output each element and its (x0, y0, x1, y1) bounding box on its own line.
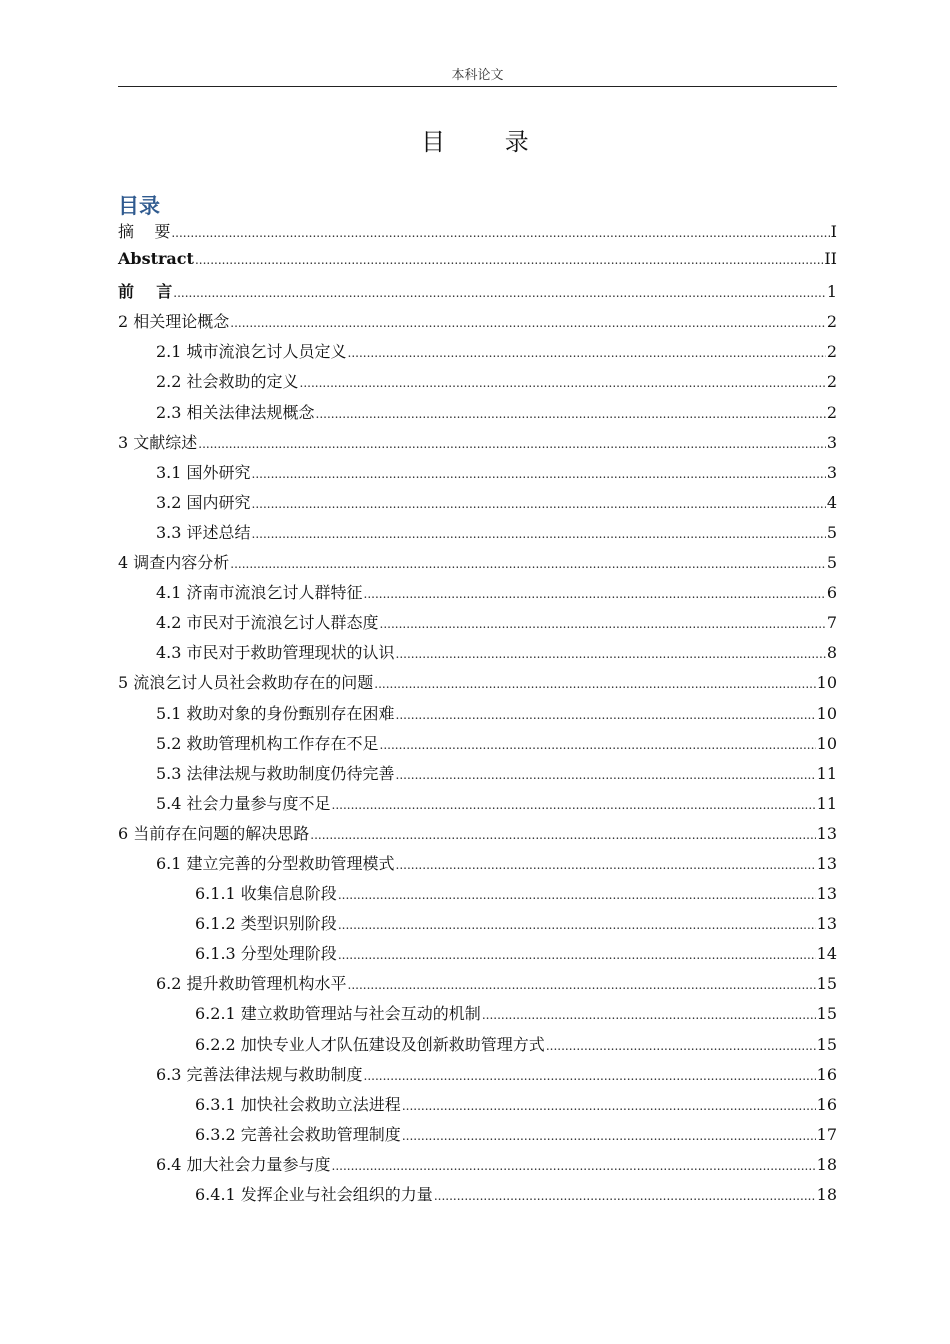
toc-entry-label: 6.3.2 完善社会救助管理制度 (195, 1124, 401, 1144)
toc-entry-page: 5 (826, 553, 837, 573)
toc-entry-page: 7 (826, 613, 837, 633)
toc-entry[interactable] (118, 941, 837, 971)
toc-entry[interactable] (118, 761, 837, 791)
toc-entry-label: 2.3 相关法律法规概念 (156, 402, 315, 422)
toc-entry-page: 2 (826, 402, 837, 422)
toc-entry-page: 3 (826, 462, 837, 482)
toc-dot-leader (380, 738, 816, 752)
toc-entry-page: 16 (816, 1094, 837, 1114)
toc-entry-page: 1 (826, 282, 837, 302)
toc-entry-label: 3.3 评述总结 (156, 522, 251, 542)
toc-dot-leader (173, 286, 826, 300)
toc-entry-label: 前 言 (118, 282, 173, 302)
toc-entry[interactable] (118, 881, 837, 911)
toc-dot-leader (338, 948, 816, 962)
toc-entry[interactable] (118, 460, 837, 490)
toc-dot-leader (230, 316, 826, 330)
toc-dot-leader (364, 1069, 816, 1083)
toc-entry-label: 2.1 城市流浪乞讨人员定义 (156, 342, 347, 362)
toc-entry[interactable] (118, 369, 837, 399)
toc-entry-label: 6.3 完善法律法规与救助制度 (156, 1064, 363, 1084)
toc-entry[interactable] (118, 640, 837, 670)
toc-entry-page: 13 (816, 823, 837, 843)
toc-entry[interactable] (118, 971, 837, 1001)
toc-dot-leader (338, 918, 816, 932)
toc-entry[interactable] (118, 821, 837, 851)
toc-entry-page: 18 (816, 1185, 837, 1204)
toc-entry-label: 4.2 市民对于流浪乞讨人群态度 (156, 613, 379, 633)
toc-entry-label: 6.3.1 加快社会救助立法进程 (195, 1094, 401, 1114)
toc-entry-label: 6.4.1 发挥企业与社会组织的力量 (195, 1185, 433, 1204)
toc-entry-page: 3 (826, 432, 837, 452)
toc-entry[interactable] (118, 1092, 837, 1122)
toc-entry-label: 5.1 救助对象的身份甄别存在困难 (156, 703, 395, 723)
toc-entry[interactable] (118, 701, 837, 731)
toc-entry-page: 14 (816, 944, 837, 964)
toc-entry-label: 摘 要 (118, 222, 171, 241)
toc-entry-page: 2 (826, 342, 837, 362)
toc-dot-leader (402, 1129, 816, 1143)
toc-entry-label: 4.1 济南市流浪乞讨人群特征 (156, 583, 363, 603)
toc-dot-leader (332, 798, 816, 812)
toc-entry-page: 13 (816, 884, 837, 904)
toc-entry-label: 3.2 国内研究 (156, 492, 251, 512)
toc-entry[interactable] (118, 339, 837, 369)
toc-entry[interactable] (118, 400, 837, 430)
toc-dot-leader (364, 587, 826, 601)
toc-entry[interactable] (118, 580, 837, 610)
toc-entry-page: 13 (816, 853, 837, 873)
header-text: 本科论文 (451, 68, 504, 83)
toc-entry[interactable] (118, 851, 837, 881)
toc-dot-leader (252, 467, 826, 481)
toc-entry-page: 8 (826, 643, 837, 663)
table-of-contents (118, 219, 837, 1212)
toc-entry-label: 3 文献综述 (118, 432, 198, 452)
toc-entry-page: 18 (816, 1154, 837, 1174)
toc-entry-label: 6.1.1 收集信息阶段 (195, 884, 337, 904)
toc-entry-page: 10 (816, 673, 837, 693)
toc-entry-page: 11 (816, 763, 837, 783)
toc-entry[interactable] (118, 219, 837, 249)
toc-entry-page: 15 (816, 974, 837, 994)
toc-entry-label: 5.3 法律法规与救助制度仍待完善 (156, 763, 395, 783)
toc-entry-page: 6 (826, 583, 837, 603)
toc-dot-leader (396, 708, 816, 722)
toc-entry-label: 6.1.3 分型处理阶段 (195, 944, 337, 964)
toc-entry[interactable] (118, 550, 837, 580)
toc-entry[interactable] (118, 1122, 837, 1152)
toc-dot-leader (252, 497, 826, 511)
toc-entry-label: 5 流浪乞讨人员社会救助存在的问题 (118, 673, 374, 693)
toc-entry-label: 4 调查内容分析 (118, 553, 230, 573)
toc-entry[interactable] (118, 490, 837, 520)
toc-dot-leader (402, 1099, 816, 1113)
toc-entry-page: 2 (826, 312, 837, 332)
toc-dot-leader (171, 226, 829, 240)
toc-dot-leader (348, 346, 826, 360)
toc-entry[interactable] (118, 610, 837, 640)
toc-entry-page: 15 (816, 1004, 837, 1024)
toc-dot-leader (316, 407, 826, 421)
toc-entry-page: 11 (816, 793, 837, 813)
toc-dot-leader (348, 978, 816, 992)
toc-entry[interactable] (118, 520, 837, 550)
toc-entry[interactable] (118, 1062, 837, 1092)
toc-dot-leader (300, 376, 826, 390)
toc-dot-leader (374, 677, 815, 691)
toc-dot-leader (332, 1159, 816, 1173)
toc-entry-label: 4.3 市民对于救助管理现状的认识 (156, 643, 395, 663)
toc-entry[interactable] (118, 670, 837, 700)
toc-entry-label: 6.4 加大社会力量参与度 (156, 1154, 331, 1174)
toc-entry-label: 6.1 建立完善的分型救助管理模式 (156, 853, 395, 873)
toc-entry-label: 6.1.2 类型识别阶段 (195, 914, 337, 934)
toc-entry-page: II (824, 249, 837, 269)
toc-dot-leader (338, 888, 816, 902)
toc-entry-page: I (830, 222, 837, 241)
toc-entry-label: 3.1 国外研究 (156, 462, 251, 482)
toc-entry[interactable] (118, 1001, 837, 1031)
toc-entry-page: 5 (826, 522, 837, 542)
toc-entry-label: Abstract (118, 249, 194, 269)
toc-entry[interactable] (118, 249, 837, 279)
page-header (118, 64, 837, 87)
toc-dot-leader (310, 828, 815, 842)
toc-entry[interactable] (118, 430, 837, 460)
toc-dot-leader (434, 1189, 816, 1203)
toc-entry[interactable] (118, 731, 837, 761)
toc-dot-leader (546, 1039, 816, 1053)
toc-dot-leader (252, 527, 826, 541)
toc-entry-label: 2 相关理论概念 (118, 312, 230, 332)
toc-dot-leader (380, 617, 826, 631)
toc-entry-page: 15 (816, 1034, 837, 1054)
toc-entry[interactable] (118, 1032, 837, 1062)
toc-entry-label: 5.4 社会力量参与度不足 (156, 793, 331, 813)
toc-entry-page: 10 (816, 703, 837, 723)
toc-dot-leader (396, 647, 826, 661)
toc-entry-page: 16 (816, 1064, 837, 1084)
toc-dot-leader (198, 437, 826, 451)
toc-entry-label: 6.2.1 建立救助管理站与社会互动的机制 (195, 1004, 481, 1024)
toc-dot-leader (396, 768, 816, 782)
toc-entry-label: 2.2 社会救助的定义 (156, 372, 299, 392)
toc-dot-leader (195, 253, 823, 267)
toc-entry[interactable] (118, 911, 837, 941)
toc-dot-leader (396, 858, 816, 872)
toc-entry-page: 10 (816, 733, 837, 753)
toc-dot-leader (230, 557, 826, 571)
toc-entry-label: 6.2 提升救助管理机构水平 (156, 974, 347, 994)
toc-entry-label: 5.2 救助管理机构工作存在不足 (156, 733, 379, 753)
toc-dot-leader (482, 1008, 816, 1022)
toc-entry-label: 6.2.2 加快专业人才队伍建设及创新救助管理方式 (195, 1034, 545, 1054)
toc-entry[interactable] (118, 1182, 837, 1212)
toc-entry-label: 6 当前存在问题的解决思路 (118, 823, 310, 843)
toc-entry-page: 2 (826, 372, 837, 392)
toc-heading: 目录 (118, 194, 160, 218)
toc-entry[interactable] (118, 1152, 837, 1182)
toc-entry[interactable] (118, 791, 837, 821)
toc-entry[interactable] (118, 309, 837, 339)
toc-entry-page: 17 (816, 1124, 837, 1144)
toc-entry-page: 13 (816, 914, 837, 934)
toc-entry[interactable] (118, 279, 837, 309)
page-title: 目 录 (421, 128, 555, 156)
toc-entry-page: 4 (826, 492, 837, 512)
